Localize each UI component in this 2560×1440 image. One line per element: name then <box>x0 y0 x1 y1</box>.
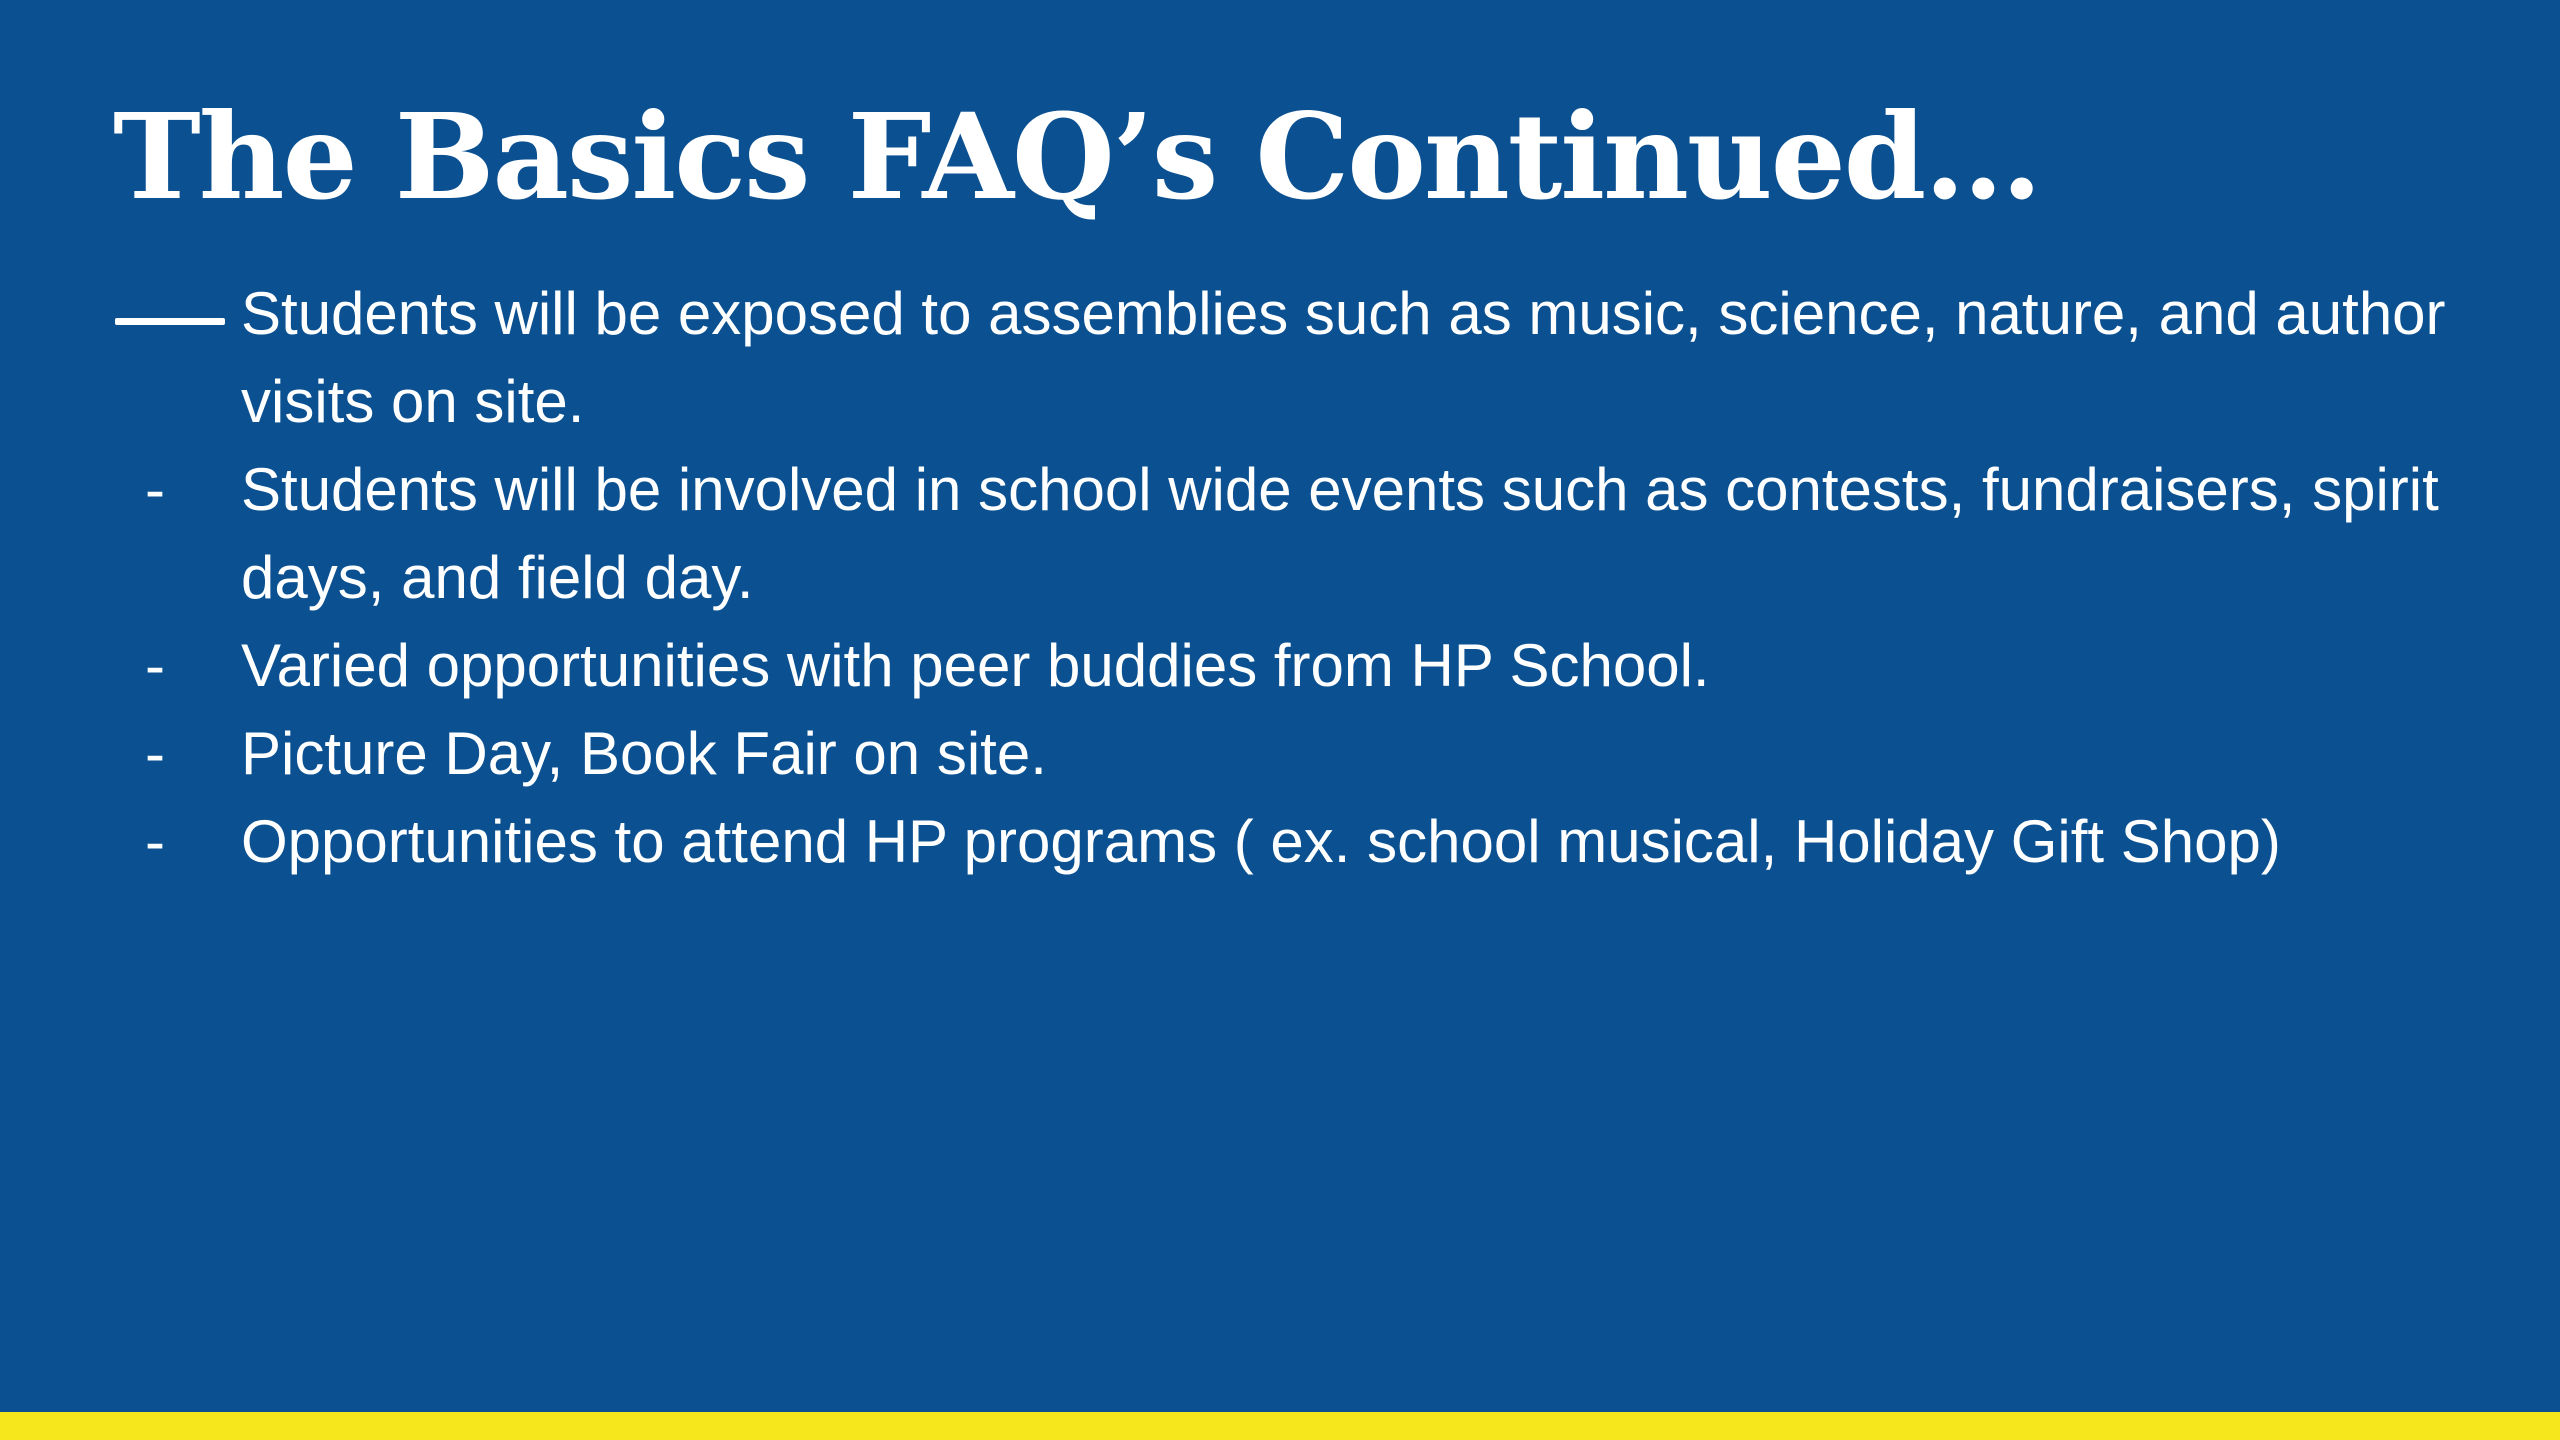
bullet-marker-2: - <box>145 456 165 523</box>
bullet-text-1: Students will be exposed to assemblies such as music, science, nature, and author visits on site. <box>241 280 2446 435</box>
bullet-dash-icon <box>115 318 225 325</box>
bullet-list <box>115 270 2455 886</box>
yellow-accent-bar <box>0 1412 2560 1440</box>
slide-title: The Basics FAQ’s Continued… <box>113 87 2041 226</box>
bullet-marker-5: - <box>145 808 165 875</box>
bullet-marker-3: - <box>145 632 165 699</box>
bullet-item-3 <box>115 622 2455 710</box>
bullet-text-3: Varied opportunities with peer buddies from HP School. <box>241 632 1710 699</box>
bullet-marker-4: - <box>145 720 165 787</box>
bullet-item-4 <box>115 710 2455 798</box>
bullet-text-2: Students will be involved in school wide events such as contests, fundraisers, spirit days, and field day. <box>241 456 2439 611</box>
bullet-text-4: Picture Day, Book Fair on site. <box>241 720 1047 787</box>
bullet-item-2 <box>115 446 2455 622</box>
bullet-item-5 <box>115 798 2455 886</box>
bullet-item-1 <box>115 270 2455 446</box>
bullet-text-5: Opportunities to attend HP programs ( ex. school musical, Holiday Gift Shop) <box>241 808 2281 875</box>
